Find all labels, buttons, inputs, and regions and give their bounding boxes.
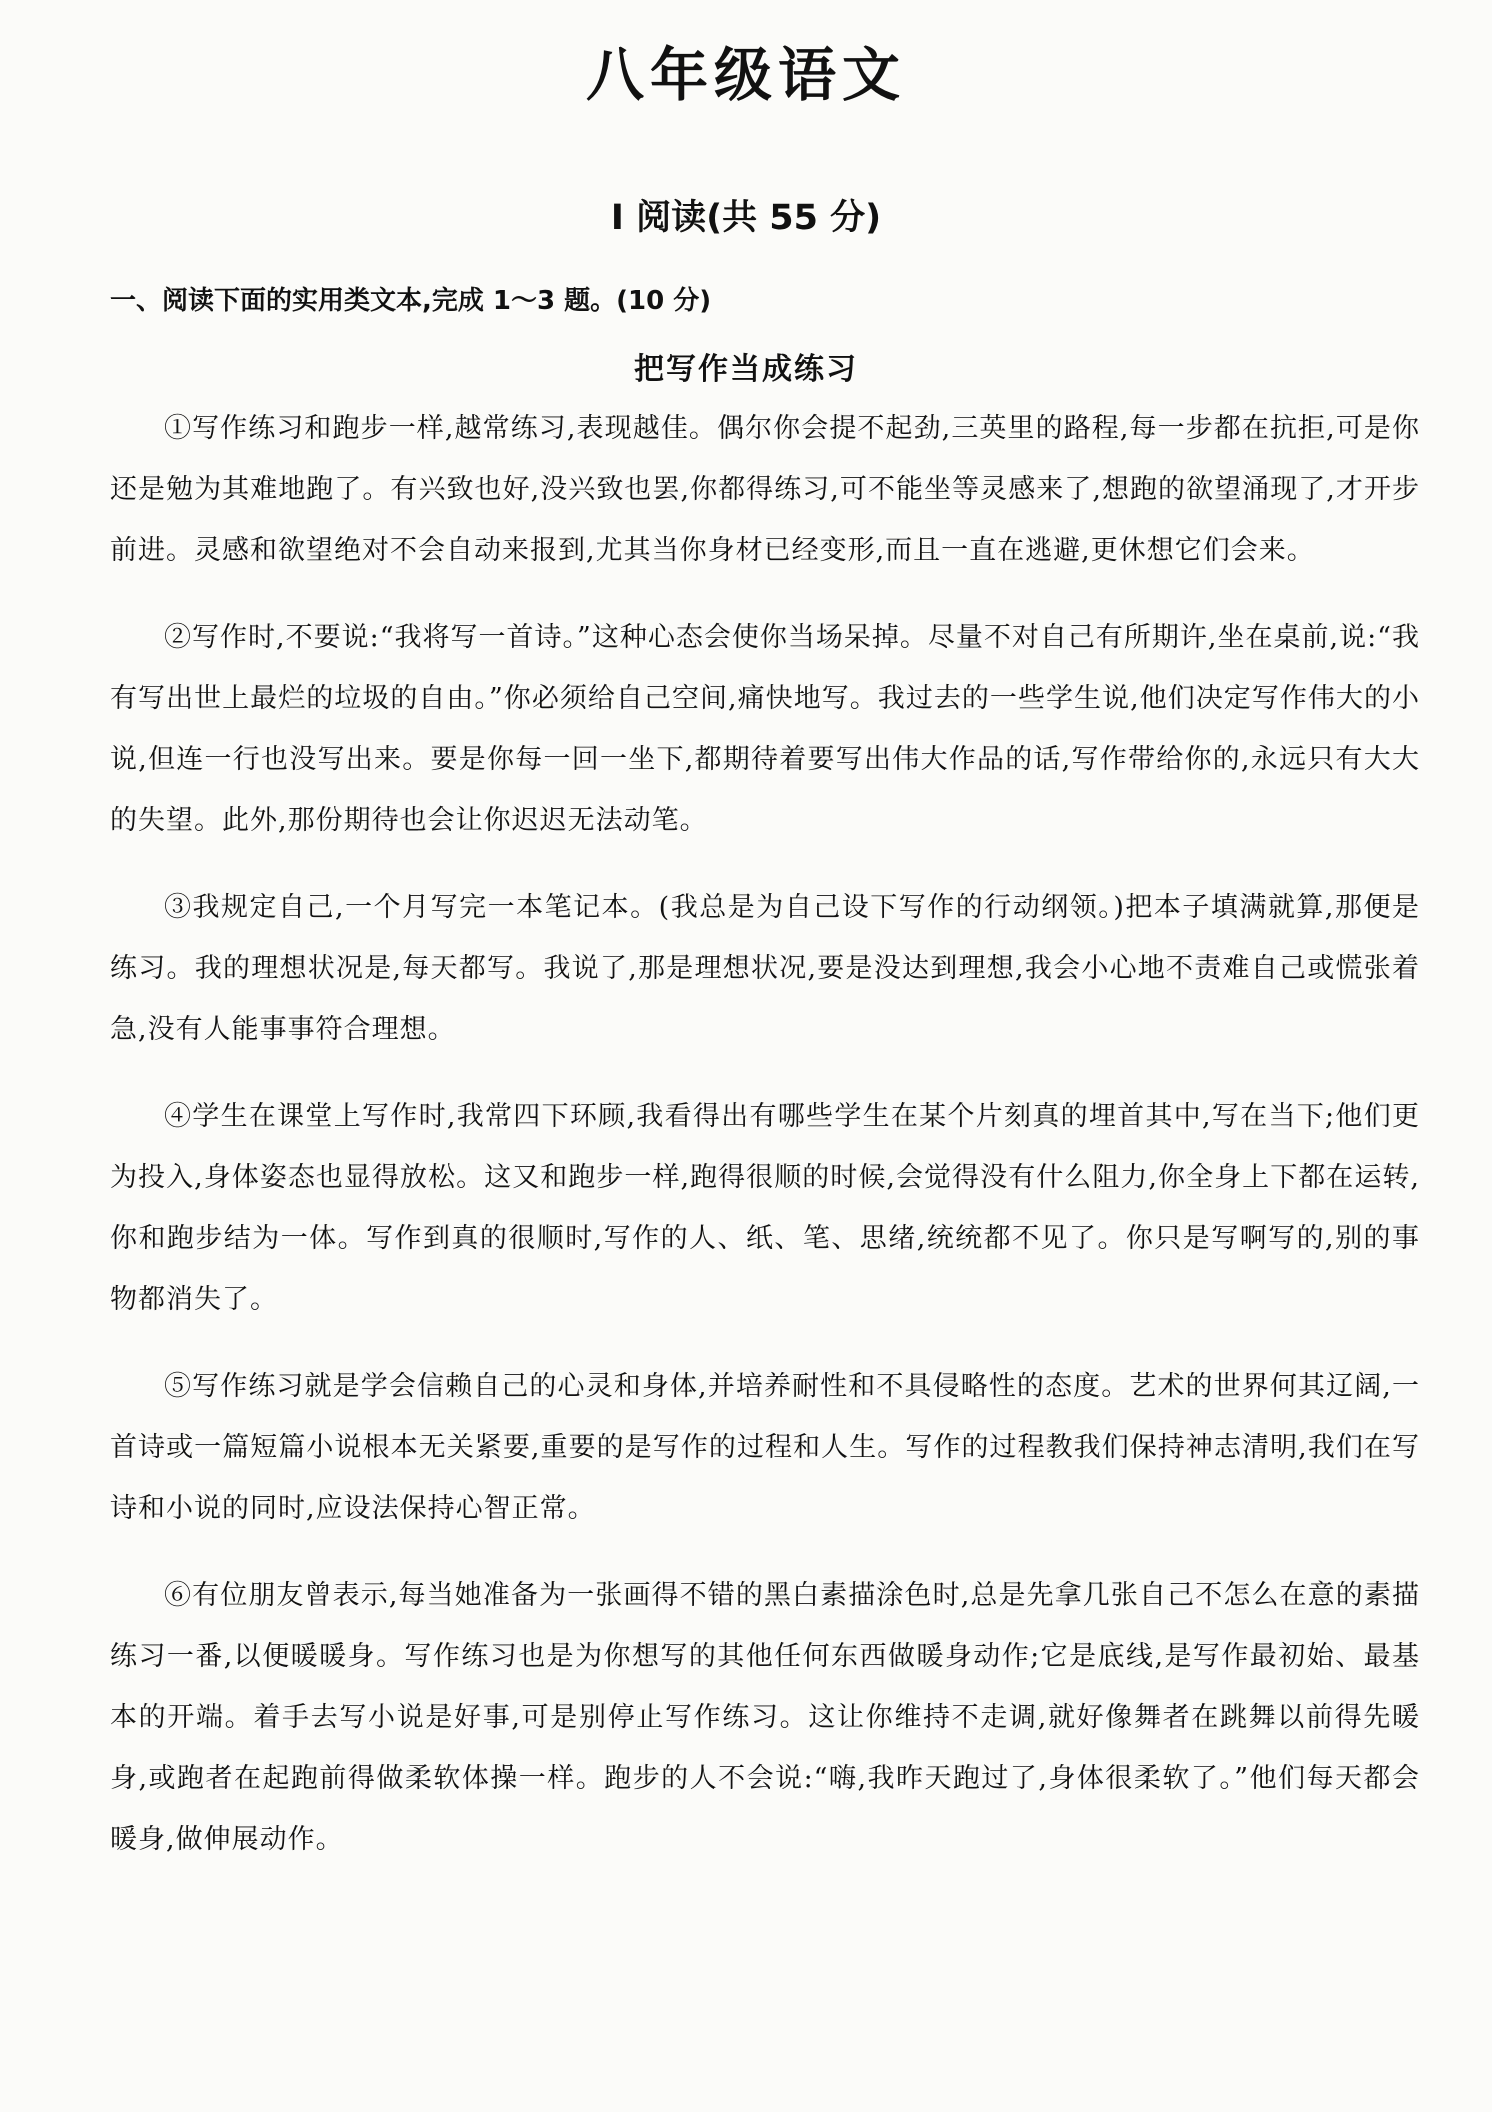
article-body [110, 398, 1420, 1896]
paragraph-2: ②写作时,不要说:“我将写一首诗。”这种心态会使你当场呆掉。尽量不对自己有所期许,坐在桌前,说:“我有写出世上最烂的垃圾的自由。”你必须给自己空间,痛快地写。我过去的一些学生说,他们决定写作伟大的小说,但连一行也没写出来。要是你每一回一坐下,都期待着要写出伟大作品的话,写作带给你的,永远只有大大的失望。此外,那份期待也会让你迟迟无法动笔。 [110, 622, 1420, 836]
paragraph-1: ①写作练习和跑步一样,越常练习,表现越佳。偶尔你会提不起劲,三英里的路程,每一步都在抗拒,可是你还是勉为其难地跑了。有兴致也好,没兴致也罢,你都得练习,可不能坐等灵感来了,想跑的欲望涌现了,才开步前进。灵感和欲望绝对不会自动来报到,尤其当你身材已经变形,而且一直在逃避,更休想它们会来。 [110, 413, 1420, 566]
question-instruction: 一、阅读下面的实用类文本,完成 1～3 题。(10 分) [110, 286, 712, 316]
paragraph-6: ⑥有位朋友曾表示,每当她准备为一张画得不错的黑白素描涂色时,总是先拿几张自己不怎么在意的素描练习一番,以便暖暖身。写作练习也是为你想写的其他任何东西做暖身动作;它是底线,是写作最初始、最基本的开端。着手去写小说是好事,可是别停止写作练习。这让你维持不走调,就好像舞者在跳舞以前得先暖身,或跑者在起跑前得做柔软体操一样。跑步的人不会说:“嗨,我昨天跑过了,身体很柔软了。”他们每天都会暖身,做伸展动作。 [110, 1580, 1420, 1855]
section-title: Ⅰ 阅读(共 55 分) [610, 198, 882, 238]
paragraph-3: ③我规定自己,一个月写完一本笔记本。(我总是为自己设下写作的行动纲领。)把本子填满就算,那便是练习。我的理想状况是,每天都写。我说了,那是理想状况,要是没达到理想,我会小心地不责难自己或慌张着急,没有人能事事符合理想。 [110, 892, 1420, 1045]
exam-title: 八年级语文 [585, 41, 906, 109]
paragraph-4: ④学生在课堂上写作时,我常四下环顾,我看得出有哪些学生在某个片刻真的埋首其中,写在当下;他们更为投入,身体姿态也显得放松。这又和跑步一样,跑得很顺的时候,会觉得没有什么阻力,你全身上下都在运转,你和跑步结为一体。写作到真的很顺时,写作的人、纸、笔、思绪,统统都不见了。你只是写啊写的,别的事物都消失了。 [110, 1101, 1420, 1315]
article-title: 把写作当成练习 [634, 352, 858, 387]
paragraph-5: ⑤写作练习就是学会信赖自己的心灵和身体,并培养耐性和不具侵略性的态度。艺术的世界何其辽阔,一首诗或一篇短篇小说根本无关紧要,重要的是写作的过程和人生。写作的过程教我们保持神志清明,我们在写诗和小说的同时,应设法保持心智正常。 [110, 1371, 1420, 1524]
